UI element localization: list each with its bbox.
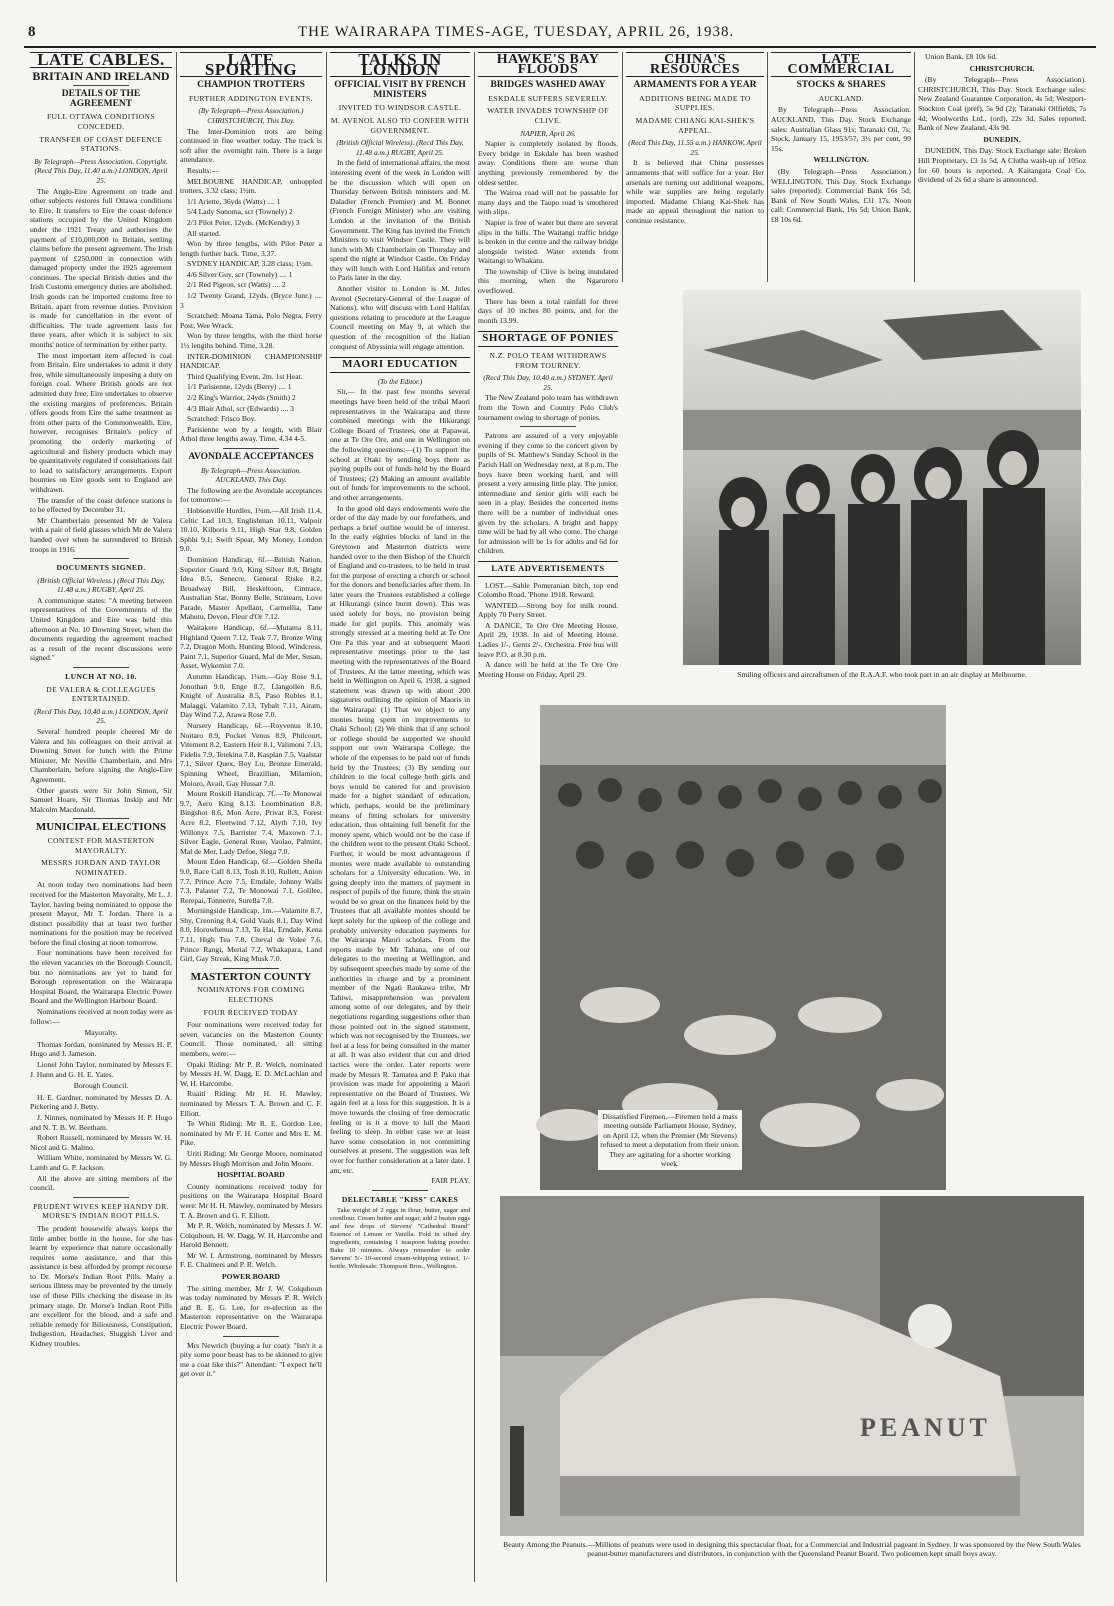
deck: FOUR RECEIVED TODAY [203,1007,299,1017]
paragraph: William White, nominated by Messrs W. G. Lamb and G. P. Jackson. [30,1153,172,1172]
paragraph: The sitting member, Mr J. W. Colquhoun was today nominated by Messrs P. R. Welch and R. E. G. Lee, for re-election as the Masterton representative on the Wairarapa Electric Power Board. [180,1283,322,1332]
advertisement-headline: PRUDENT WIVES KEEP HANDY DR. MORSE'S INDIAN ROOT PILLS. [33,1201,169,1221]
column-divider [474,52,475,1582]
paragraph: Mr Chamberlain presented Mr de Valera with a pair of field glasses which Mr de Valera handed over when he surrendered to British troops in 1916. [30,515,172,554]
caption-text: Smiling officers and aircraftsmen of the R.A.A.F. who took part in an air display at Melbourne. [737,670,1027,679]
section-heading: TALKS IN LONDON [330,52,470,77]
paragraph: The Inter-Dominion trots are being continued in fine weather today. The track is soft after the overnight rain. There is a large attendance. [180,126,322,165]
paragraph: INTER-DOMINION CHAMPIONSHIP HANDICAP. [180,351,322,371]
paragraph: Four nominations have been received for the eleven vacancies on the Borough Council, but no nominations are yet to hand for Borough representation on the Wairarapa Hospital Board, the Wairarapa Electric Power Board and the Wellington Harbour Board. [30,948,172,1006]
dateline: (By Telegraph—Press Association.) CHRISTCHURCH, This Day. [198,106,304,125]
deck: INVITED TO WINDSOR CASTLE. [338,103,462,113]
photo-caption [598,1110,742,1170]
column-divider [914,52,915,282]
paragraph: Mount Roskill Handicap, 7f.—Te Monowai 9.7, Aero King 8.13, Loombination 8.8, Bingshot 8.6, Mon Acre, Privat 8.3, Forest Acre 8.2, Fleetwind 7.12, Alyth 7.10, Ivy Willonyx 7.5, Barrister 7.4, Maxown 7.1, Silver Eagle, General Ruse, Vaolao, Palmint, Mal de Mer, Lady Defoe, Siega 7.0. [180,789,322,856]
paragraph: At noon today two nominations had been received for the Masterton Mayoralty, Mr L. J. Taylor, having being nominated to oppose the present Mayor, Mr T. Jordan. There is a distinct possibility that at least two further nominations for the position may be received before the final closing at noon tomorrow. [30,880,172,947]
result-line: 4/3 Blair Athol, scr (Edwards) .... 3 [187,403,294,413]
paragraph: Napier is free of water but there are several slips in the hills. The Waitangi traffic bridge is broken in the centre and the railway bridge alongside twisted. Water extends from Waitangi to Whakatu. [478,217,618,266]
column-divider [326,52,327,1582]
raaf-officers-photo [683,290,1081,665]
paragraph: Ruaiti Riding: Mr H. H. Mawley, nominated by Messrs T. A. Brown and C. F. Elliott. [180,1089,322,1118]
paragraph: Scratched: Moana Tama, Polo Negra, Ferry Post, Wee Wrack. [180,311,322,330]
raaf-officers-image [683,290,1081,665]
photo-caption [500,1540,1084,1559]
paragraph: Another visitor to London is M. Jules Avenol (Secretary-General of the League of Nations), who will discuss with Lord Halifax questions relating to procedure at the League Council meeting on May 9, at which the question of the recognition of the Italian conquest of Abyssinia will engage attention. [330,284,470,351]
paragraph: It is believed that China possesses armaments that will suffice for a year. Her arsenals are turning out additional weapons, while war supplies are being regularly imported. Madame Chiang Kai-Shek has made an appeal throughout the nation to continue resistance. [626,158,764,225]
paragraph: Union Bank, £8 10s 6d. [925,52,998,61]
headline: MUNICIPAL ELECTIONS [35,821,167,834]
paragraph: The New Zealand polo team has withdrawn from the Town and Country Polo Club's tournament owing to shortage of ponies. [478,393,618,422]
letter-signoff: FAIR PLAY. [431,1176,470,1186]
paragraph: A communique states: "A meeting between representatives of the Governments of the United Kingdom and Eire was held this afternoon at No. 10 Downing Street, when the documents regarding the agreement reached as a result of the recent discussions were signed." [30,595,172,663]
peanut-float-photo [500,1196,1084,1536]
paragraph: The Anglo-Eire Agreement on trade and other subjects restores full Ottawa conditions to Eire. It transfers to Eire the coast defence stations occupied by the United Kingdom under the 1921 Treaty and authorises the payment of £10,000,000 to Britain, settling claims before the present agreement. The Irish payment of £250,000 in connection with damaged property under the 1925 agreement continues. The special British duties and the Irish Customs emergency duties are abolished. Irish goods can be imported customs free to Britain, apart from revenue duties. Provision is made for cancellation in the event of difficulties. The trade agreement lasts for three years, after which it is subject to six months' notice of termination by either party. [30,186,172,350]
paragraph: Won by three lengths, with the third horse 1½ lengths behind. Time, 3.28. [180,331,322,351]
column-chinas-resources [626,52,764,282]
city-label: DUNEDIN. [983,134,1021,144]
classified-ad: A dance will be held at the Te Ore Ore Meeting House on Friday, April 29. [478,660,618,679]
headline: AVONDALE ACCEPTANCES [188,451,314,462]
result-line: 2/3 Pilot Peter, 12yds. (McKendry) 3 [187,217,300,227]
paragraph: Robert Russell, nominated by Messrs W. H. Nicol and G. Malmo. [30,1133,172,1152]
paragraph: The township of Clive is being inundated this morning, when the Ngaruroro overflowed. [478,266,618,296]
headline: LATE ADVERTISEMENTS [478,561,618,577]
paragraph: The transfer of the coast defence stations is to be effected by December 31. [30,495,172,515]
deck: CONTEST FOR MASTERTON MAYORALTY. [47,835,155,855]
section-heading: CHINA'S RESOURCES [626,52,764,77]
headline: MASTERTON COUNTY [190,970,312,983]
paragraph: There has been a total rainfall for three days of 10 inches 80 points, and for the month 13.99. [478,296,618,325]
headline: ARMAMENTS FOR A YEAR [633,80,757,91]
paragraph: The Wairoa road will not be passable for many days and the Taupo road is smothered with slips. [478,188,618,217]
result-line: 1/1 Ariette, 36yds (Watts) .... 1 [187,196,281,206]
deck: WATER INVADES TOWNSHIP OF CLIVE. [487,106,609,125]
paragraph: Uriti Riding: Mr George Moore, nominated by Messrs Hugh Morrison and John Moore. [180,1148,322,1168]
paragraph: DUNEDIN, This Day. Stock Exchange sale: Broken Hill Proprietary, £3 1s 5d. A Clutha wash-up of 105oz for 60 hours is reported. A Kaitangata Coal Co. dividend of 2s 6d a share is announced. [918,146,1086,185]
paragraph: Nursery Handicap, 6f.—Royvenus 8.10, Noitaro 8.9, Pocket Venus 8.9, Philcourt, Vitement 8.2, Eastern Heir 8.1, Valimoni 7.13, Fidelis 7.9, Tetekina 7.8, Kasplan 7.5, Vaalstar 7.1, Silver Quex, Boy Lu, Bronze Emerald, Spinning Wheel, Brazillian, Milamion, Moioro, Avail, Gay Hussar 7.0. [180,721,322,788]
section-heading: LATE CABLES. [30,52,172,68]
dateline: By Telegraph—Press Association. AUCKLAND, This Day. [200,465,302,485]
paragraph: Sir,— In the past few months several meetings have been held of the tribal Maori representatives in the Wairarapa and three combined meetings with the Hikurangi College Board of Trustees, one at Papawai, one at Te Ore Ore, and one in Wellington on the following questions:—(1) To support the school at Otaki by sending boys there as paying pupils out of funds held by the Board of Trustees; (2) Making an amount available out of funds for improvements to the school, and other arrangements. [330,387,470,502]
deck: MADAME CHIANG KAI-SHEK'S APPEAL. [635,115,755,135]
letter-note: (To the Editor.) [377,376,423,386]
deck: M. AVENOL ALSO TO CONFER WITH GOVERNMENT. [330,115,470,135]
paragraph: Lionel John Taylor, nominated by Messrs F. J. Hunn and G. H. E. Yates. [30,1060,172,1079]
paragraph: Scratched: Frisco Boy. [187,414,256,424]
paragraph: Won by three lengths, with Pilot Peter a length further back. Time, 3.37. [180,239,322,258]
headline: OFFICIAL VISIT BY FRENCH MINISTERS [334,80,466,100]
result-line: 2/2 King's Warrior, 24yds (Smith) 2 [187,393,296,402]
paragraph: In the field of international affairs, the most interesting event of the week in London will be the discussion which will open on Thursday between British ministers and M. Daladier (French Premier) and M. Bonnet (French Foreign Minister) who are visiting London at the invitation of the British Government. The King has invited the French Ministers to visit Windsor Castle. They will lunch with Mr Chamberlain on Thursday and spend the night at Windsor Castle. On Friday they will lunch with Lord Halifax and return to Paris later in the day. [330,158,470,283]
paragraph: Autumn Handicap, 1¼m.—Gay Rose 9.1, Jonothan 9.0, Enge 8.7, Llangollen 8.6, Knight of Australia 8.5, Paso Robles 8.1, Malaggi, Valamito 7.13, Tybalt 7.11, Airam, Day Wind 7.2, Arawa Rose 7.0. [180,672,322,720]
paragraph: Mr P. R. Welch, nominated by Messrs J. W. Colquhoun, H. W. Dagg, W. H. Harcombe and Harold Bennett. [180,1221,322,1250]
section-heading: LATE SPORTING [180,52,322,77]
section-subheading: STOCKS & SHARES [796,80,886,91]
section-heading: LATE COMMERCIAL [771,52,911,77]
headline: DETAILS OF THE AGREEMENT [61,89,141,109]
headline: SHORTAGE OF PONIES [478,331,618,347]
dateline: NAPIER, April 26. [520,128,576,138]
deck: FULL OTTAWA CONDITIONS CONCEDED. [46,112,156,131]
recipe-headline: DELECTABLE "KISS" CAKES [341,1194,459,1204]
advertisement-text: The prudent housewife always keeps the little amber bottle in the house, for she has learnt by experience that nature occasionally requires some assistance, and that this assistance is best afforded by prompt recourse to Dr. Morse's Indian Root Pills. Many a serious illness may be prevented by the timely use of these Pills checking the disease in its primary stage. Dr. Morse's Indian Root Pills are excellent for the blood, and a safe and reliable remedy for Biliousness, Constipation, Indigestion, Headaches, Sluggish Liver and Kidney troubles. [30,1223,172,1349]
section-subheading: BRITAIN AND IRELAND [32,68,170,83]
paragraph: Mr W. I. Armstrong, nominated by Messrs F. E. Chalmers and P. R. Welch. [180,1250,322,1270]
result-line: 2/1 Red Pigeon, scr (Watts) .... 2 [187,280,286,290]
subhead: POWER BOARD [221,1272,280,1282]
paragraph: SYDNEY HANDICAP, 3.28 class; 1½m. [187,259,313,269]
paragraph: County nominations received today for positions on the Wairarapa Hospital Board were: Mr H. H. Mawley, nominated by Messrs T. A. Brown and G. F. Elliott. [180,1181,322,1220]
city-label: CHRISTCHURCH. [969,63,1035,73]
paragraph: Morningside Handicap, 1m.—Valamite 8.7, Shy, Creoning 8.4, Gold Vaals 8.1, Day Wind 8.0, Horowhenua 7.13, Te Hai, Erndale, Kena 7.11, High Tea 7.8, Cheval de Volee 7.6, Prince Rangi, Merial 7.2, Whakapara, Land Girl, Gay Streak, King Musk 7.0. [180,906,322,964]
masthead [28,24,1088,44]
paragraph: In the good old days endowments were the order of the day made by our forefathers, and perhaps a brief outline would be of interest. In the early eighties blocks of land in the Greytown and Masterton districts were handed over to the then Bishop of the Church of England and co-trustees, to be held in trust for the purpose of erecting a church or school for the donors and beneficiaries after them. In later years the Trustees established a college at Hikurangi (since burnt down). This was used solely for boys, no provision being made for girl pupils. This anomaly was strongly stressed at a meeting held at Te Ore Ore Pa this year and at subsequent Maori representative meetings prior to the last meeting with the representatives of the Board of Trustees. At the latter meeting, which was held in Wellington on April 6, 1938, a signed statement was drawn up with about 200 signatures outlining the opinion of Maoris in the Wairarapa: (1) That we object to any monies being spent on improvements to Otaki School; (2) We think that if any school or college should be supported we should support our own Wairarapa College, the whole of the expenses to be paid out of funds held by the Trustees; (3) By sending our children to the local college both girls and boys would be catered for and provision made for a higher standard of education, which, perhaps, would be the preliminary means of fitting scholars for university education, thus obtaining full benefit for the money spent, which would not be the case if the children went to the present Otaki School. Further, it would be most advantageous if monies were made available to outstanding scholars for a University education. We, in going deeply into the matters of payment in respect of pupils of the future, think the strain would be so great on the finances held by the Trustees that all available monies should be kept solely for the upkeep of the college and probably university education payments for the Wairarapa Maori scholars. From the reports made by Mr Tahana, one of our delegates to the meeting at Wellington, and by subsequent speeches made by some of the authorities in charge and by a prominent member of the Ngati Raukawa tribe, Mr Tahiwi, misapprehension was prevalent among some of our delegates, and by their negotiations regarding suggestions other than those pointed out in the signed statement, which was not recognised by the Trustees, we feel at a loss for being consulted in the matter at all. It was also evident that cut and dried tactics were the order. Later reports were made by Messrs R. Tamatea and P. Paku that provision was made for appointing a Maori representative on the Board of Trustees. We again feel at a loss for this suggestion. It is a move towards the closing of free democratic feeling or is it a move to lull the Maori feeling to sleep. In either case we at least have some consolation in not committing ourselves at present. The suggestion was left over for further consideration at a later date. I am, etc. [330,503,470,1175]
paragraph: Thomas Jordan, nominated by Messrs H. P. Hugo and J. Jameson. [30,1039,172,1059]
deck: MESSRS JORDAN AND TAYLOR NOMINATED. [41,858,161,877]
float-lettering: PEANUT [860,1413,991,1442]
paragraph: The following are the Avondale acceptances for tomorrow:— [180,485,322,505]
recipe-text: Take weight of 2 eggs in flour, butter, sugar and cornflour. Cream butter and sugar, add 2 beaten eggs and few drops of Stevens' "Cathedral Brand" Essence of Lemon or Vanilla. Fold in sifted dry ingredients, containing 1 teaspoon baking powder. Bake 10 minutes. Always remember to order Stevens' 5/- 10-second cream-whipping extract, 1/- bottle. Wholesale: Thompson Bros., Wellington. [330,1207,470,1271]
column-late-commercial [771,52,911,282]
classified-ad: A DANCE, Te Ore Ore Meeting House, April 29, 1938. In aid of Meeting House. Ladies 1/-, Gents 2/-. Orchestra. Free bus will leave P.O. at 8.30 p.m. [478,620,618,659]
column-late-sporting [180,52,322,1582]
result-line: 1/1 Parisienne, 12yds (Berry) .... 1 [187,382,292,392]
column-divider [622,52,623,282]
headline: BRIDGES WASHED AWAY [490,80,606,91]
dateline: (Recd This Day, 10.40 a.m.) SYDNEY, April 25. [483,373,613,392]
deck: NOMINATONS FOR COMING ELECTIONS [197,985,305,1005]
paragraph: Opaki Riding: Mr P. R. Welch, nominated by Messrs H. W. Dagg, E. D. McLachlan and W. H. Harcombe. [180,1059,322,1088]
paragraph: H. E. Gardner, nominated by Messrs D. A. Pickering and J. Betty. [30,1092,172,1112]
column-talks-in-london [330,52,470,1582]
dateline: (Recd This Day, 10.40 a.m.) LONDON, April 25. [34,706,168,726]
paragraph: (By Telegraph—Press Association). CHRISTCHURCH, This Day. Stock Exchange sales: New Zealand Guarantee Corporation, 4s 5d; Westport-Stockton Coal (pref), 5s 9d (2); Taranaki Oilfields, 7s 4d; Woolworths Ltd., (ord), 22s 3d. Sales reported, Bank of New Zealand, 43s 9d. [918,75,1086,133]
paragraph: (By Telegraph—Press Association.) WELLINGTON, This Day. Stock Exchange sales (reported): Commercial Bank 16s 5d; Bank of New South Wales, £31 17s. Noon call: Commercial Bank, 16s 5d; Union Bank, £8 10s 6d. [771,166,911,224]
masthead-rule [24,46,1096,48]
classified-ad: LOST.—Sable Pomeranian bitch, top end Colombo Road. 'Phone 1918. Reward. [478,580,618,600]
column-stocks-continued [918,52,1086,282]
paragraph: All started. [187,228,221,238]
paragraph: Hobsonville Hurdles, 1¾m.—All Irish 11.4, Celtic Lad 10.3, Englishman 10.11, Valpoir 10.10, Kilboris 9.11, High Star 9.8, Golden Sphhi 9.1; Swift Spear, My Money, London 9.0. [180,505,322,554]
headline: MAORI EDUCATION [330,357,470,373]
paragraph: Dominion Handicap, 6f.—British Nation, Superior Guard 9.0, King Silver 8.8, Bright Idea 8.5, Senecre, General Riske 8.2, Broadway Bill, Heskeltoon, Cintrace, Australian Star, Bonny Belle, Stratearn, Love Parade, Master Apellant, Carmellia, Tane Mahutu, Devon, Fleur d'Or 7.12. [180,554,322,622]
classified-ad: WANTED.—Strong boy for milk round. Apply 70 Perry Street. [478,600,618,620]
result-line: 5/4 Lady Sonoma, scr (Townely) 2 [187,207,293,217]
headline: LUNCH AT NO. 10. [65,672,137,682]
paragraph: All the above are sitting members of the council. [30,1173,172,1193]
result-line: 1/2 Twenty Grand, 12yds. (Bryce Junr.) .... 3 [180,291,322,310]
dateline: (British Official Wireless.) (Recd This Day, 11.48 a.m.) RUGBY, April 25. [37,575,165,595]
paragraph: Mount Eden Handicap, 6f.—Golden Sheila 9.0, Race Call 8.13, Tosh 8.10, Rullett, Anion 7.7, Prince Acre 7.5, Erndale, Johnny Walls 7.3, Palaster 7.2, Te Monowai 7.1, Golilee, Rerepai, Tonnerre, Surella 7.0. [180,857,322,905]
deck: DE VALERA & COLLEAGUES ENTERTAINED. [46,684,156,704]
column-hawkes-bay-floods [478,52,618,679]
page-number: 8 [28,24,37,40]
deck: ESKDALE SUFFERS SEVERELY. [488,93,608,103]
photo-caption [683,670,1081,679]
paragraph: The most important item affected is coal from Britain. Eire undertakes to admit it duty free, while simultaneously imposing a duty on foreign coal. Where British goods are not admitted duty free, Eire undertakes to observe the existing margins of preferences. Britain offers goods from Eire the same treatment as from other parts of the Commonwealth. Eire, however, recognises Britain's policy of promoting the orderly marketing of agricultural and fishery products which may be quantitatively regulated if consultations fail to lead to satisfactory arrangements. Export bounties on Eire goods sent to England are withdrawn. [30,350,172,494]
paragraph: Parisienne won by a length, with Blair Athol three lengths away. Time, 4.34 4-5. [180,424,322,444]
deck: FURTHER ADDINGTON EVENTS. [189,93,313,103]
subhead: HOSPITAL BOARD [217,1170,285,1180]
paragraph: Several hundred people cheered Mr de Valera and his colleagues on their arrival at Downing Street for lunch with the Prime Minister, Mr Neville Chamberlain, and Mrs Chamberlain, before signing the Anglo-Eire Agreement. [30,727,172,784]
subhead: Borough Council. [73,1081,129,1091]
joke-paragraph: Mrs Newrich (buying a fur coat): "Isn't it a pity some poor beast has to be skinned to give me a coat like this?" Attendant: "I expect he'll get over it." [180,1340,322,1379]
dateline: (British Official Wireless). (Recd This Day, 11.48 a.m.) RUGBY, April 25. [336,138,464,157]
paragraph: Napier is completely isolated by floods. Every bridge in Eskdale has been washed away. Conditions there are worse than anything previously remembered by the oldest settler. [478,139,618,187]
dateline: (Recd This Day, 11.55 a.m.) HANKOW, April 25. [628,138,762,157]
headline: CHAMPION TROTTERS [197,80,305,91]
deck: ADDITIONS BEING MADE TO SUPPLIES. [639,93,751,113]
deck: N.Z. POLO TEAM WITHDRAWS FROM TOURNEY. [489,351,607,370]
result-line: 4/6 Silver Guy, scr (Townely) .... 1 [187,269,293,279]
paragraph: By Telegraph—Press Association. AUCKLAND, This Day. Stock Exchange sales: Australian Glass 91s; Taranaki Oil, 7s; Stock, January 15, 1953/57, 3½ per cent, 99 15s. [771,105,911,153]
paragraph: Patrons are assured of a very enjoyable evening if they come to the concert given by pupils of St. Matthew's Sunday School in the Parish Hall on Wednesday next, at 8 p.m. The boys have been working hard, and will present a very amusing little play. The junior, intermediate and senior girls will each be seen in a play. Besides the concerted items there will be a number of individual ones given by the scholars. A bright and happy time will be had by all who come. The charge for admission will be 1s for adults and 6d for children. [478,431,618,556]
caption-text: Dissatisfied Firemen.—Firemen held a mass meeting outside Parliament House, Sydney, on April 12, when the Premier (Mr Stevens) refused to meet a deputation from their union. They are agitating for a shorter working week. [600,1112,740,1169]
peanut-float-image [500,1196,1084,1536]
paragraph: Te Whiti Riding: Mr R. E. Gordon Lee, nominated by Mr F. H. Cotter and Mrs E. M. Pike. [180,1119,322,1148]
section-heading: HAWKE'S BAY FLOODS [478,52,618,77]
paragraph: MELBOURNE HANDICAP, unhoppled trotters, 3.32 class; 1½m. [180,176,322,196]
city-label: AUCKLAND. [818,93,864,103]
caption-text: Beauty Among the Peanuts.—Millions of peanuts were used in designing this spectacular float, for a Commercial and Industrial pageant in Sydney. It was sponsored by the New South Wales peanut-butter manufacturers and distributors, in conjunction with the Queensland Peanut Board. Two policemen kept small boys away. [503,1540,1081,1559]
column-divider [767,52,768,282]
newspaper-title: THE WAIRARAPA TIMES-AGE, TUESDAY, APRIL 26, 1938. [298,24,735,40]
column-divider [176,52,177,1582]
paragraph: Nominations received at noon today were as follow:— [30,1007,172,1026]
paragraph: Other guests were Sir John Simon, Sir Samuel Hoare, Sir Thomas Inskip and Mr Malcolm Macdonald. [30,785,172,814]
headline: DOCUMENTS SIGNED. [56,563,146,573]
dateline: By Telegraph—Press Association. Copyright. (Recd This Day, 11.40 a.m.) LONDON, April 25. [34,156,168,185]
deck: TRANSFER OF COAST DEFENCE STATIONS. [39,134,163,154]
paragraph: J. Ninnes, nominated by Messrs H. P. Hugo and N. T. B. W. Beetham. [30,1112,172,1132]
paragraph: Waitakere Handicap, 6f.—Mutama 8.11, Highland Queen 7.12, Teak 7.7, Bronze Wing 7.2, Dragon Moth, Hunting Blood, Windcress, Paint 7.1, Superior Guard, Mal de Mer, Susan, Asset, Wykemist 7.0. [180,623,322,671]
city-label: WELLINGTON. [813,155,869,165]
paragraph: Four nominations were received today for seven vacancies on the Masterton County Council. Those nominated, all sitting members, were:— [180,1020,322,1058]
column-late-cables [30,52,172,1582]
paragraph: Third Qualifying Event, 2m. 1st Heat. [187,371,303,381]
subhead: Mayoralty. [84,1028,118,1038]
paragraph: Results:— [187,165,220,175]
